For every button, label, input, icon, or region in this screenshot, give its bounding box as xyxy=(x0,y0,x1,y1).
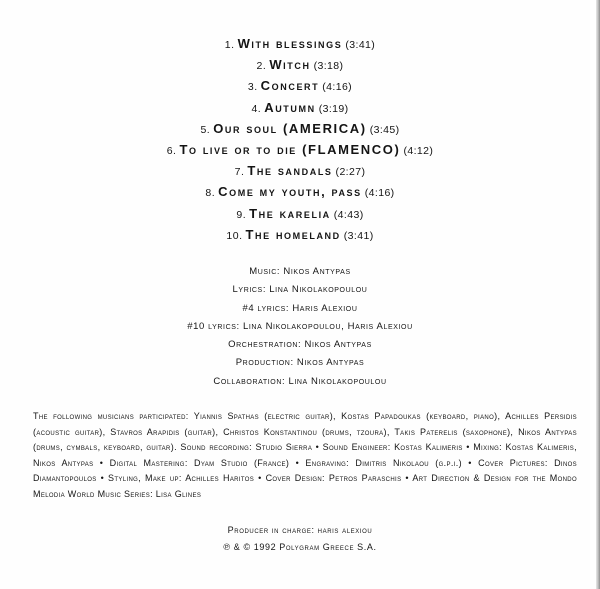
track-number: 7. xyxy=(234,166,245,179)
credit-line: Music: Nikos Antypas xyxy=(249,266,351,277)
credit-line: Lyrics: Lina Nikolakopoulou xyxy=(232,284,368,296)
credits-block xyxy=(0,263,600,391)
track-title: With blessings xyxy=(237,36,343,51)
track-title: The karelia xyxy=(249,205,331,221)
track-number: 8. xyxy=(205,187,216,200)
track-number: 1. xyxy=(224,39,235,51)
track-duration: (3:41) xyxy=(345,39,376,51)
track-title: Witch xyxy=(269,57,311,73)
track-item xyxy=(0,203,600,224)
track-number: 6. xyxy=(166,144,177,157)
credit-line: #10 lyrics: Lina Nikolakopoulou, Haris Alexiou xyxy=(187,320,413,332)
track-item xyxy=(0,97,600,118)
track-number: 3. xyxy=(247,81,258,94)
track-item xyxy=(0,33,600,54)
track-number: 9. xyxy=(236,208,247,221)
track-title: To live or to die (FLAMENCO) xyxy=(179,141,401,157)
track-title: The sandals xyxy=(247,163,333,179)
track-duration: (4:16) xyxy=(322,81,353,94)
credit-line: #4 lyrics: Haris Alexiou xyxy=(242,302,358,314)
track-duration: (3:41) xyxy=(343,229,374,242)
track-number: 2. xyxy=(256,60,267,73)
track-item xyxy=(0,224,600,245)
track-item xyxy=(0,54,600,75)
copyright-line: ℗ & © 1992 Polygram Greece S.A. xyxy=(223,542,377,552)
track-duration: (3:18) xyxy=(313,60,344,73)
track-duration: (4:12) xyxy=(403,144,434,157)
credit-line: Production: Nikos Antypas xyxy=(235,357,365,369)
credit-line: Collaboration: Lina Nikolakopoulou xyxy=(213,375,387,387)
track-duration: (3:19) xyxy=(318,102,349,115)
track-title: The homeland xyxy=(245,226,341,242)
track-duration: (3:45) xyxy=(369,123,400,136)
track-title: Our soul (AMERICA) xyxy=(213,120,367,136)
track-title: Concert xyxy=(260,78,320,94)
credit-line: Orchestration: Nikos Antypas xyxy=(228,339,372,351)
producer-line: Producer in charge: haris alexiou xyxy=(227,525,373,535)
track-title: Come my youth, pass xyxy=(218,184,362,200)
track-duration: (4:43) xyxy=(333,208,364,221)
track-duration: (4:16) xyxy=(364,187,395,200)
track-title: Autumn xyxy=(264,99,316,115)
track-number: 10. xyxy=(226,229,243,242)
track-number: 5. xyxy=(200,123,211,136)
track-item xyxy=(0,118,600,139)
track-item xyxy=(0,75,600,96)
track-number: 4. xyxy=(251,102,262,115)
musicians-paragraph: The following musicians participated: Yiannis Spathas (electric guitar), Kostas Papadoukas (keyboard, piano), Achilles Persidis (acoustic guitar), Stavros Arapidis (guitar), Christos Konstantinou (drums, tzoura), Takis Paterelis (saxophone), Nikos Antypas (drums, cymbals, keyboard, guitar). Sound recording: Studio Sierra • Sound Engineer: Kostas Kalimeris • Mixing: Kostas Kalimeris, Nikos Antypas • Digital Mastering: Dyam Studio (France) • Engraving: Dimitris Nikolaou (g.p.i.) • Cover Pictures: Dinos Diamantopoulos • Styling, Make up: Achilles Haritos • Cover Design: Petros Paraschis • Art Direction & Design for the Mondo Melodia World Music Series: Lisa Glines xyxy=(33,411,577,499)
footer-block xyxy=(0,522,600,556)
track-list xyxy=(0,33,600,245)
track-item xyxy=(0,160,600,181)
track-item xyxy=(0,181,600,202)
track-item xyxy=(0,139,600,160)
track-duration: (2:27) xyxy=(335,166,366,179)
